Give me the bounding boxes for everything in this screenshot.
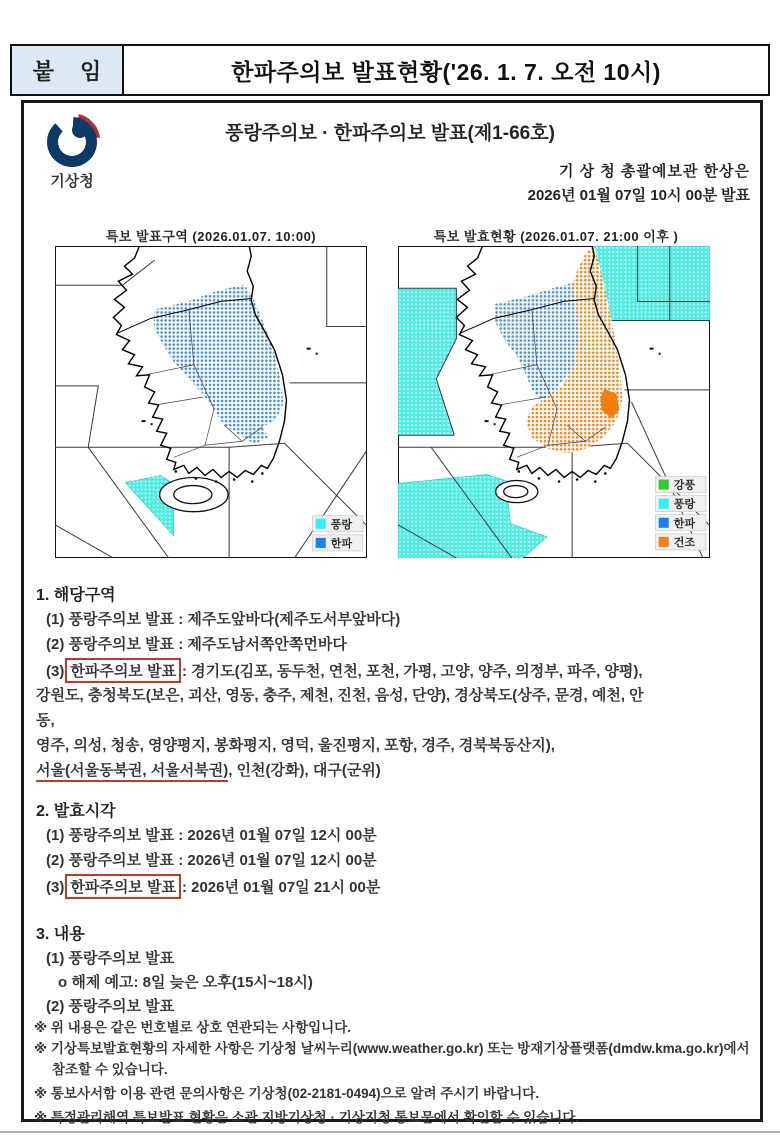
section2-item2: (2) 풍랑주의보 발표 : 2026년 01월 07일 12시 00분: [46, 852, 377, 869]
section3-item2: (2) 풍랑주의보 발표: [46, 998, 175, 1015]
section1-cont2: 동,: [36, 712, 55, 729]
seoul-underline: 서울(서울동북권, 서울서북권): [36, 762, 228, 782]
note-4: ※ 특정관리해역 특보발표 현황은 소관 지방기상청 · 기상지청 통보문에서 확인할 수 있습니다.: [34, 1110, 580, 1125]
section2-heading: 2. 발효시각: [36, 803, 116, 820]
legend-label: 건조: [673, 536, 696, 549]
attachment-header: [10, 44, 770, 96]
note-1: ※ 위 내용은 같은 번호별로 상호 연관되는 사항입니다.: [34, 1020, 351, 1035]
note-3: ※ 통보사서함 이용 관련 문의사항은 기상청(02-2181-0494)으로 알려 주시기 바랍니다.: [34, 1086, 540, 1101]
section1-cont1: 강원도, 충청북도(보은, 괴산, 영동, 충주, 제천, 진천, 음성, 단양), 경상북도(상주, 문경, 예천, 안: [36, 687, 644, 704]
bulletin-title: 풍랑주의보 · 한파주의보 발표(제1-66호): [225, 123, 555, 144]
issuer-line: 기 상 청 총괄예보관 한상은: [558, 163, 750, 180]
attachment-label: 붙 임: [12, 46, 124, 94]
legend-label: 풍랑: [330, 518, 353, 531]
section1-item1: (1) 풍랑주의보 발표 : 제주도앞바다(제주도서부앞바다): [46, 611, 401, 628]
note-2-cont: 참조할 수 있습니다.: [52, 1062, 168, 1077]
section1-cont3: 영주, 의성, 청송, 영양평지, 봉화평지, 영덕, 울진평지, 포항, 경주, 경북북동산지),: [36, 737, 555, 754]
legend-swatch: [316, 538, 326, 548]
legend-label: 한파: [673, 517, 696, 530]
legend-swatch: [659, 499, 669, 509]
cold-wave-highlight-box: 한파주의보 발표: [65, 658, 181, 683]
legend-label: 풍랑: [673, 498, 696, 511]
page-title: 한파주의보 발표현황('26. 1. 7. 오전 10시): [231, 58, 661, 85]
section1-item2: (2) 풍랑주의보 발표 : 제주도남서쪽안쪽먼바다: [46, 636, 347, 653]
section1-heading: 1. 해당구역: [36, 587, 116, 604]
legend-label: 강풍: [673, 479, 696, 492]
right-map-title: 특보 발효현황 (2026.01.07. 21:00 이후 ): [433, 229, 679, 244]
cold-wave-highlight-box: 한파주의보 발표: [65, 874, 181, 899]
section3-heading: 3. 내용: [36, 926, 85, 943]
item3-rest: : 경기도(김포, 동두천, 연천, 포천, 가평, 고양, 양주, 의정부, 파주, 양평),: [181, 663, 643, 680]
item3-prefix: (3): [46, 663, 65, 680]
legend-swatch: [316, 519, 326, 529]
bottom-divider: [0, 1131, 780, 1133]
advisory-announced-map: [55, 246, 367, 558]
section1-item3: [46, 658, 643, 683]
legend-swatch: [659, 479, 669, 489]
section3-sub1: o 해제 예고: 8일 늦은 오후(15시~18시): [58, 974, 313, 991]
legend-label: 한파: [330, 537, 353, 550]
agency-name: 기상청: [50, 173, 94, 190]
item3-prefix: (3): [46, 879, 65, 896]
section2-item3: [46, 874, 380, 899]
note-2: ※ 기상특보발효현황의 자세한 사항은 기상청 날씨누리(www.weather.go.kr) 또는 방재기상플랫폼(dmdw.kma.go.kr)에서: [34, 1041, 750, 1056]
section3-item1: (1) 풍랑주의보 발표: [46, 950, 175, 967]
advisory-effective-map: [398, 246, 710, 558]
legend-swatch: [659, 518, 669, 528]
issue-datetime: 2026년 01월 07일 10시 00분 발표: [527, 187, 750, 204]
left-map-title: 특보 발표구역 (2026.01.07. 10:00): [105, 229, 317, 244]
section2-item1: (1) 풍랑주의보 발표 : 2026년 01월 07일 12시 00분: [46, 827, 377, 844]
cont4-rest: , 인천(강화), 대구(군위): [228, 762, 381, 779]
item3-rest: : 2026년 01월 07일 21시 00분: [181, 879, 381, 896]
legend-swatch: [659, 537, 669, 547]
kma-logo-icon: [44, 112, 100, 168]
section1-cont4: [36, 759, 381, 780]
